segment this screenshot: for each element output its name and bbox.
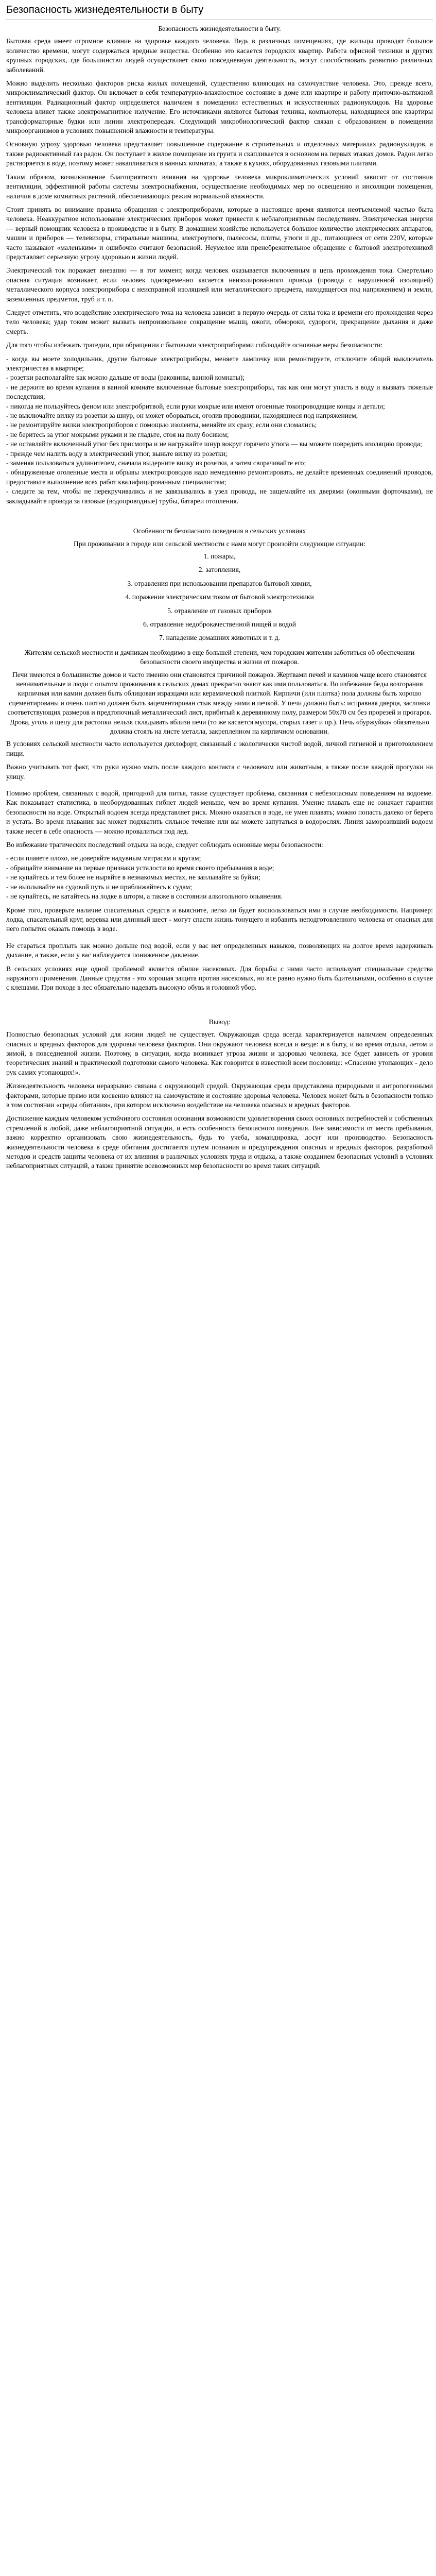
list-item: - не купайтесь, не катайтесь на лодке в шторм, а также в состоянии алкогольного опьянения. <box>6 892 283 901</box>
intro-paragraph: Можно выделить несколько факторов риска жилых помещений, существенно влияющих на самочувствие человека. Это, прежде всего, микроклиматический фактор. Он включает в себя температурно-влажностное состояние в доме или квартире и работу приточно-вытяжной вентиляции. Радиационный фактор определяется наличием в помещении естественных и искусственных радионуклидов. На здоровье человека влияет также электромагнитное излучение. Его источниками являются бытовая техника, компьютеры, находящиеся вне квартиры трансформаторные будки или линии электропередач. Следующий микробиологический фактор связан с образованием в помещении микроорганизмов в условиях повышенной влажности и температуры. <box>6 79 433 135</box>
article-subtitle: Безопасность жизнедеятельности в быту. <box>158 25 281 32</box>
conclusion-section <box>6 1018 433 1171</box>
list-item: - обнаруженные оголенные места и обрывы электропроводов надо немедленно ремонтировать, не делайте временных соединений проводов, предоставьте выполнение всех работ квалифицированным специалистам; <box>6 468 433 486</box>
section-spacer <box>6 997 433 1018</box>
situation-item: 2. затопления, <box>198 566 241 574</box>
rural-paragraph: Жителям сельской местности и дачникам необходимо в еще большей степени, чем городским жителям заботиться об обеспечении безопасности своего имущества и жизни от пожаров. <box>24 648 415 666</box>
list-item: - не выплывайте на судовой путь и не приближайтесь к судам; <box>6 883 193 891</box>
article <box>0 3 436 1191</box>
electrical-rules-list <box>6 354 433 506</box>
list-item: - никогда не пользуйтесь феном или электробритвой, если руки мокрые или имеют огоенные токопроводящие концы и детали; <box>6 402 385 410</box>
rural-paragraph: Помимо проблем, связанных с водой, пригодной для питья, также существует проблема, связанная с небезопасным поведением на водоеме. Как показывает статистика, в необорудованных гибнет людей меньше, чем во время купания. Умение плавать еще не означает гарантии безопасности на воде. Открытый водоем всегда представляет риск. Можно оказаться в воде, не умея плавать; можно попасть далеко от берега и устать. Во время плавания вас может подхватить сильное течение или вы можете запутаться в водорослях. Линия заморозивший водоем также несет в себе опасность — можно провалиться под лед. <box>6 789 433 835</box>
list-item: - обращайте внимание на первые признаки усталости во время своего пребывания в воде; <box>6 863 274 872</box>
intro-paragraph: Бытовая среда имеет огромное влияние на здоровье каждого человека. Ведь в различных помещениях, где жильцы проводят большое количество времени, могут содержаться вредные вещества. Особенно это касается городских квартир. Работа офисной техники и других крупных городских, где большинство людей осуществляет свою повседневную деятельность, могут способствовать развитию различных заболеваний. <box>6 37 433 74</box>
situation-item: 1. пожары, <box>203 552 236 560</box>
situation-item: 3. отравления при использовании препаратов бытовой химии, <box>127 579 312 587</box>
list-item: - не выключайте вилку из розетки за шнур, он может оборваться, оголив проводники, находящиеся под напряжением; <box>6 412 358 420</box>
rural-paragraph: Печи имеются в большинстве домов и часто именно они становятся причиной пожаров. Жертвами печей и каминов чаще всего становятся невнимательные и люди с опытом проживания в сельских домах прекрасно знают как ими пользоваться. Во избежание беды возгорания кирпичная или камин должен быть облицован изразцами или керамической плиткой. Кирпичи (или плитка) пола должны быть хорошо сцементированы и очень плотно должен быть зацементирован стык между ними и печкой. У печи должны быть: исправная дверца, заслонки соответствующих размеров и предтопочный металлический лист, прибитый к деревянному полу, размером 50х70 см без прорезей и прогаров. Дрова, уголь и щепу для растопки нельзя складывать вблизи печи (то же касается мусора, старых газет и пр.). Печь «буржуйка» обязательно должна стоять на листе металла, закрепленном на кирпичном основании. <box>7 670 432 735</box>
conclusion-paragraph: Полностью безопасных условий для жизни людей не существует. Окружающая среда всегда характеризуется наличием определенных опасных и вредных факторов для здоровья человека факторов. Они окружают человека всегда и везде: и в быту, и во время отдыха, летом и зимой, в повседневной жизни. Поэтому, в ситуации, когда возникает угроза жизни и здоровью человека, все будет зависеть от уровня теоретических знаний и практической подготовки самого человека. Как говорится в известной всем пословице: «Спасение утопающих - дело рук самих утопающих!». <box>6 1030 433 1076</box>
rural-paragraph: Важно учитывать тот факт, что руки нужно мыть после каждого контакта с человеком или животным, а также после каждой прогулки на улицу. <box>6 763 433 781</box>
list-item: - не беритесь за утюг мокрыми руками и не гладьте, стоя на полу босиком; <box>6 430 229 438</box>
situations-list <box>6 552 433 643</box>
situation-item: 6. отравление недоброкачественной пищей и водой <box>143 620 297 628</box>
situation-item: 5. отравление от газовых приборов <box>167 606 272 615</box>
intro-paragraph: Таким образом, возникновение благоприятного влияния на здоровье человека микроклиматических условий зависит от состояния вентиляции, эффективной работы системы электроснабжения, осуществление необходимых мер по освещению и инсоляции помещения, наличия в доме комнатных растений, обеспечивающих режим нормальной влажности. <box>6 173 433 200</box>
list-item: - не купайтесь и тем более не ныряйте в незнакомых местах, не заплывайте за буйки; <box>6 873 260 882</box>
rural-paragraph: Не стараться проплыть как можно дольше под водой, если у вас нет определенных навыков, позволяющих на долгое время задерживать дыхание, а также, если у вас наблюдается пониженное давление. <box>6 941 433 959</box>
section-intro: При проживании в городе или сельской местности с нами могут произойти следующие ситуации: <box>73 539 366 548</box>
intro-paragraph: Для того чтобы избежать трагедии, при обращении с бытовыми электроприборами соблюдайте основные меры безопасности: <box>6 341 383 349</box>
conclusion-heading: Вывод: <box>208 1018 231 1026</box>
conclusion-paragraph: Достижение каждым человеком устойчивого состояния осознания возможности удовлетворения своих основных потребностей и собственных стремлений в любой, даже неблагоприятной ситуации, и есть особенность безопасного поведения. Вне зависимости от места пребывания, важно корректно организовать свою жизнедеятельность, будь то учеба, командировка, досуг или производство. Безопасность жизнедеятельности человека в среде обитания достигается путем познания и предупреждения опасных и вредных факторов, разработкой методов и средств защиты человека от их влияния в различных условиях труда и отдыха, а также созданием безопасных условий в условиях неблагоприятных ситуаций, а также принятие всевозможных мер безопасности во время таких ситуаций. <box>6 1114 433 1170</box>
list-item: - не держите во время купания в ванной комнате включенные бытовые электроприборы, так как они могут упасть в воду и вызвать тяжелые последствия; <box>6 383 433 401</box>
list-item: - следите за тем, чтобы не перекручивались и не завязывались в узел провода, не защемляйте их дверями (оконными форточками), не закладывайте провода за газовые (водопроводные) трубы, батареи отопления. <box>6 487 433 505</box>
intro-paragraph: Основную угрозу здоровью человека представляет повышенное содержание в строительных и отделочных материалах радионуклидов, а также радиоактивный газ радон. Он поступает в жилое помещение из грунта и скапливается в основном на первых этажах домов. Радон легко растворяется в воде, поэтому может накапливаться в ванных комнатах, а также в кухнях, оборудованных газовыми плитами. <box>6 140 433 167</box>
rural-paragraph: Во избежание трагических последствий отдыха на воде, следует соблюдать основные меры безопасности: <box>6 841 323 849</box>
rural-paragraph: В условиях сельской местности часто используется дихлофорт, связанный с экологически чистой водой, личной гигиеной и приготовлением пищи. <box>6 740 433 757</box>
intro-paragraph: Стоит принять во внимание правила обращения с электроприборами, которые в настоящее время являются неотъемлемой частью быта человека. Неаккуратное использование электрических приборов может привести к неблагоприятным последствиям. Электрическая энергия — верный помощник человека в производстве и в быту. В домашнем хозяйстве используется большое количество электрических аппаратов, машин и приборов — телевизоры, стиральные машины, электроутюги, пылесосы, плиты, утюги и др., питающиеся от сети 220V, которые часто называют «маленьким» и ошибочно считают безопасной. Неумелое или пренебрежительное обращение с бытовой электротехникой представляет серьезную угрозу здоровью и жизни людей. <box>6 205 433 261</box>
intro-section <box>6 37 433 350</box>
rural-paragraph: Кроме того, проверьте наличие спасательных средств и выясните, легко ли будет воспользоваться ими в случае необходимости. Например: лодка, спасательный круг, веревка или длинный шест - могут спасти жизнь тонущего и избавить неподготовленного человека от опасных для него попыток оказать помощь в воде. <box>6 906 433 933</box>
list-item: - не ремонтируйте вилки электроприборов с помощью изоленты, меняйте их сразу, если они сломались; <box>6 421 317 429</box>
list-item: - не оставляйте включенный утюг без присмотра и не нагружайте шнур вокруг горячего утюга — вы можете повредить изоляцию провода; <box>6 440 422 448</box>
list-item: - прежде чем налить воду в электрический утюг, выньте вилку из розетки; <box>6 449 228 457</box>
page-title: Безопасность жизнедеятельности в быту <box>6 3 433 20</box>
situation-item: 7. нападение домашних животных и т. д. <box>159 634 281 642</box>
rural-paragraph: В сельских условиях еще одной проблемой является обилие насекомых. Для борьбы с ними часто используют специальные средства наружного применения. Данные средства - это хорошая защита против насекомых, но все равно нужно быть бдительными, особенно в случае с клещами. При походе в лес обязательно надевать высокую обувь и головной убор. <box>6 964 433 992</box>
list-item: - когда вы моете холодильник, другие бытовые электроприборы, меняете лампочку или ремонтируете, отключите общий выключатель электричества в квартире; <box>6 354 433 372</box>
section-heading: Особенности безопасного поведения в сельских условиях <box>133 527 306 535</box>
list-item: - заменяя пользоваться удлинителем, сначала выдерните вилку из розетки, а затем сворачивайте его; <box>6 459 306 467</box>
situation-item: 4. поражение электрическим током от бытовой электротехники <box>125 593 314 601</box>
list-item: - розетки располагайте как можно дальше от воды (раковины, ванной комнаты); <box>6 374 245 382</box>
list-item: - если плавете плохо, не доверяйте надувным матрасам и кругам; <box>6 854 201 862</box>
intro-paragraph: Электрический ток поражает внезапно — в тот момент, когда человек оказывается включенным в цепь прохождения тока. Смертельно опасная ситуация возникает, если человек одновременно касается неизолированного провода (провода с нарушенной изоляцией) металлического корпуса электроприбора с неисправной изоляцией или металлического предмета, находящегося под напряжением) и земли, заземленных предметов, труб и т. п. <box>6 266 433 303</box>
section-spacer <box>6 506 433 527</box>
conclusion-paragraph: Жизнедеятельность человека неразрывно связана с окружающей средой. Окружающая среда представлена природными и антропогенными факторами, которые прямо или косвенно влияют на самочувствие и состояние здоровья человека. Человек может быть в безопасности только в том состоянии «среды обитания», при котором исключено воздействие на человека опасных и вредных факторов. <box>6 1082 433 1109</box>
intro-paragraph: Следует отметить, что воздействие электрического тока на человека зависит в первую очередь от силы тока и времени его прохождения через тело человека; удар током может вызвать непроизвольное сокращение мышц, ожоги, обмороки, судороги, прекращение дыхания и даже смерть. <box>6 308 433 335</box>
rural-section <box>6 527 433 993</box>
